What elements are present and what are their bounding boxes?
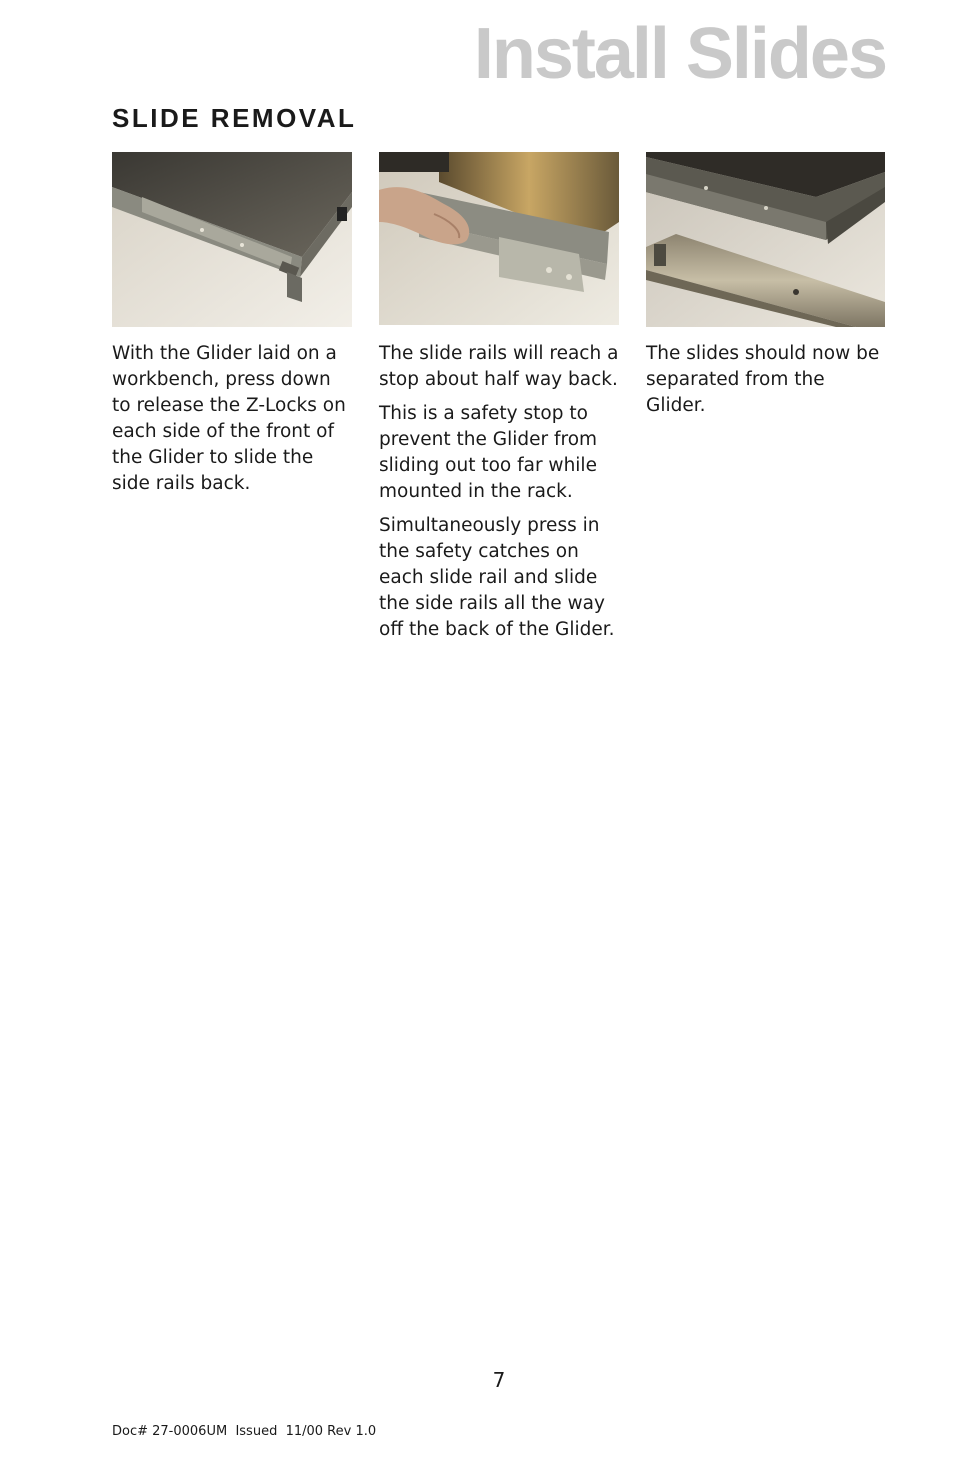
separated-slides-photo (646, 152, 886, 327)
hand-sliding-rail-photo (379, 152, 619, 325)
step-3-text (646, 341, 886, 427)
step-2-paragraph-2: This is a safety stop to prevent the Glider from sliding out too far while mounted in the rack. (379, 403, 598, 502)
doc-footer: Doc# 27-0006UM Issued 11/00 Rev 1.0 (112, 1424, 377, 1439)
section-heading: SLIDE REMOVAL (112, 103, 357, 133)
step-1-text (112, 341, 352, 505)
page-number: 7 (492, 1368, 506, 1392)
step-2-paragraph-3: Simultaneously press in the safety catches on each slide rail and slide the side rails all the way off the back of the Glider. (379, 515, 615, 640)
step-2-paragraph-1: The slide rails will reach a stop about half way back. (379, 343, 619, 390)
step-3-paragraph-1: The slides should now be separated from the Glider. (646, 343, 880, 416)
step-1-paragraph-1: With the Glider laid on a workbench, press down to release the Z-Locks on each side of the front of the Glider to slide the side rails back. (112, 343, 346, 494)
slide-rails-zlocks-photo (112, 152, 352, 327)
page-title: Install Slides (473, 14, 886, 94)
step-2-text (379, 341, 619, 651)
